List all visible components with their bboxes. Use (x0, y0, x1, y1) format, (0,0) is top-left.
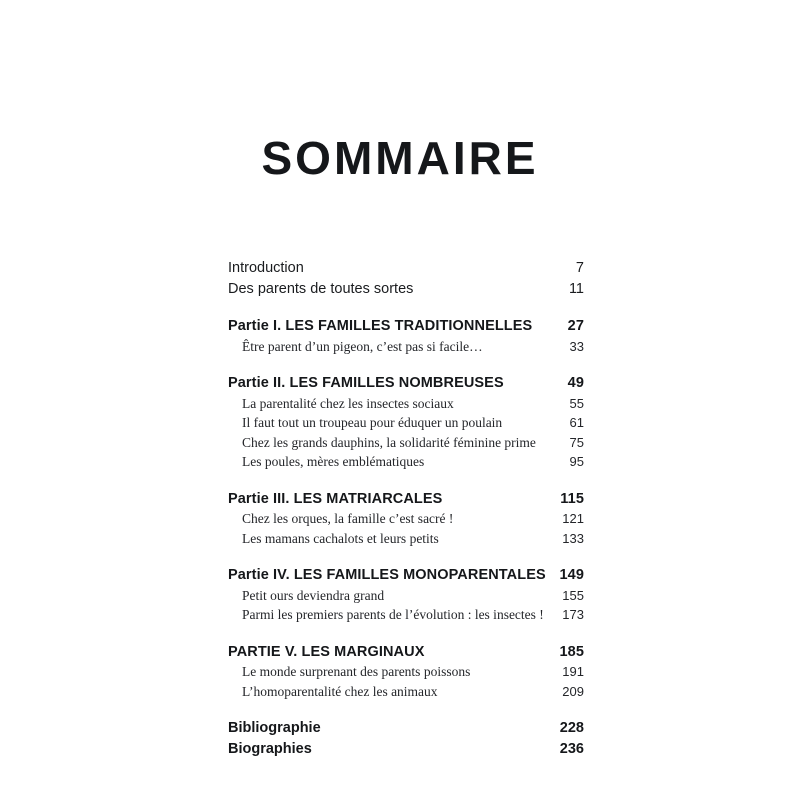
toc-entry-page-number: 173 (562, 607, 584, 622)
toc-entry-page-number: 236 (559, 740, 584, 757)
toc-entry[interactable] (228, 586, 584, 606)
toc-entry-page-number: 115 (560, 490, 584, 507)
toc-entry[interactable] (228, 509, 584, 529)
toc-entry[interactable] (228, 739, 584, 760)
toc-entry-page-number: 121 (562, 511, 584, 526)
toc-entry-label: Il faut tout un troupeau pour éduquer un poulain (242, 415, 503, 430)
toc-group (228, 718, 584, 759)
toc-entry[interactable] (228, 682, 584, 702)
toc-entry[interactable] (228, 394, 584, 414)
toc-entry-page-number: 61 (569, 415, 584, 430)
toc-entry[interactable] (228, 279, 584, 300)
toc-entry-label: La parentalité chez les insectes sociaux (242, 395, 454, 411)
toc-entry-label: Petit ours deviendra grand (242, 587, 385, 603)
toc-entry-page-number: 133 (562, 530, 584, 546)
toc-entry-label: Être parent d’un pigeon, c’est pas si facile… (242, 338, 483, 354)
toc-entry-page-number: 149 (559, 567, 584, 583)
toc-entry-label: Chez les grands dauphins, la solidarité féminine prime (242, 434, 536, 450)
toc-entry-label: Partie IV. LES FAMILLES MONOPARENTALES (228, 567, 546, 583)
toc-entry[interactable] (228, 565, 584, 586)
toc-group (228, 316, 584, 356)
toc-entry-label: Le monde surprenant des parents poissons (242, 664, 471, 679)
toc-entry[interactable] (228, 413, 584, 433)
toc-entry-label: Parmi les premiers parents de l’évolution : les insectes ! (242, 607, 544, 622)
toc-entry-label: Des parents de toutes sortes (228, 280, 414, 297)
toc-entry-page-number: 209 (562, 683, 584, 699)
toc-entry-page-number: 185 (559, 643, 584, 660)
toc-entry[interactable] (228, 605, 584, 625)
toc-entry-page-number: 33 (569, 338, 584, 354)
toc-entry-label: Chez les orques, la famille c’est sacré ! (242, 511, 454, 526)
page-title: SOMMAIRE (261, 132, 539, 184)
toc-entry[interactable] (228, 452, 584, 472)
toc-entry[interactable] (228, 718, 584, 739)
toc-group (228, 373, 584, 472)
toc-entry[interactable] (228, 316, 584, 337)
toc-entry-page-number: 49 (567, 375, 584, 391)
toc-entry[interactable] (228, 662, 584, 682)
toc-entry[interactable] (228, 642, 584, 663)
toc-entry-label: PARTIE V. LES MARGINAUX (228, 643, 425, 660)
toc-entry-page-number: 75 (569, 434, 584, 450)
toc-group (228, 642, 584, 702)
toc-group (228, 565, 584, 625)
toc-entry[interactable] (228, 258, 584, 279)
toc-entry-page-number: 191 (562, 664, 584, 679)
toc-entry-page-number: 55 (569, 395, 584, 411)
toc-entry[interactable] (228, 337, 584, 357)
toc-entry-page-number: 228 (559, 720, 584, 736)
toc-entry-label: L’homoparentalité chez les animaux (242, 683, 438, 699)
toc-entry-label: Bibliographie (228, 720, 321, 736)
toc-entry-page-number: 7 (575, 260, 584, 276)
toc-entry-label: Biographies (228, 740, 312, 757)
toc-entry-label: Partie I. LES FAMILLES TRADITIONNELLES (228, 318, 533, 334)
toc-entry[interactable] (228, 433, 584, 453)
toc-entry[interactable] (228, 489, 584, 510)
toc-entry-page-number: 155 (562, 587, 584, 603)
toc-group (228, 258, 584, 299)
toc-group (228, 489, 584, 549)
toc-entry-label: Partie III. LES MATRIARCALES (228, 490, 443, 507)
toc-entry-page-number: 95 (569, 454, 584, 469)
toc-entry-page-number: 27 (567, 318, 584, 334)
toc-entry[interactable] (228, 373, 584, 394)
table-of-contents (228, 258, 584, 759)
toc-entry[interactable] (228, 529, 584, 549)
toc-entry-label: Les mamans cachalots et leurs petits (242, 530, 439, 546)
toc-entry-label: Partie II. LES FAMILLES NOMBREUSES (228, 375, 504, 391)
toc-entry-label: Les poules, mères emblématiques (242, 454, 425, 469)
toc-entry-page-number: 11 (568, 280, 584, 297)
toc-entry-label: Introduction (228, 260, 304, 276)
